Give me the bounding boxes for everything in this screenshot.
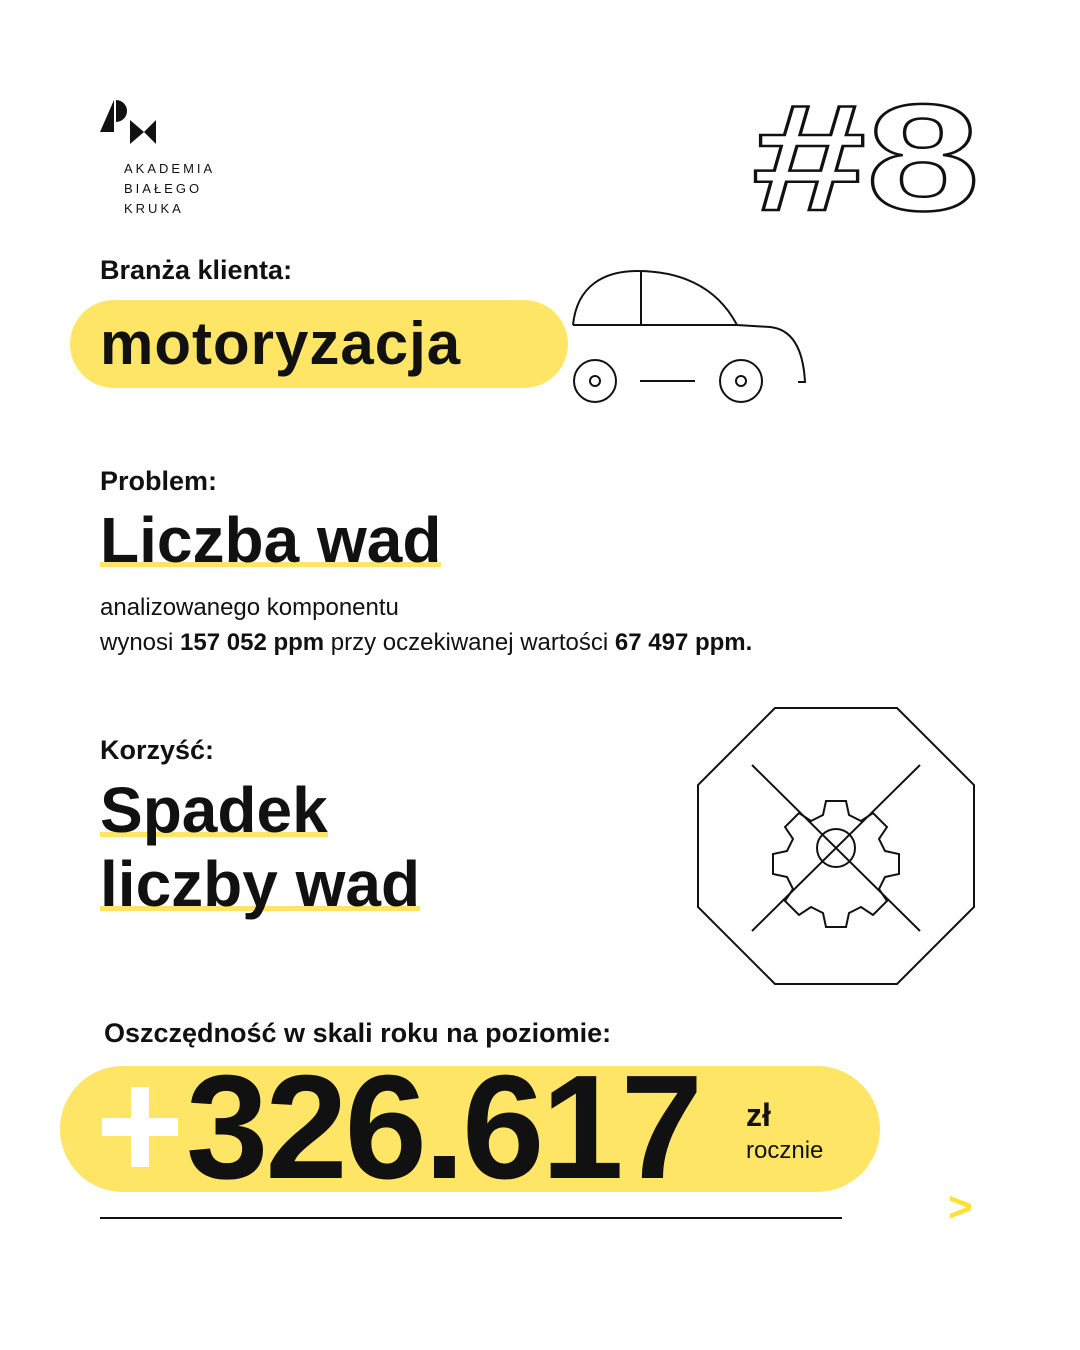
problem-desc-prefix: wynosi bbox=[100, 629, 181, 656]
benefit-headline-line-1: Spadek bbox=[100, 774, 328, 846]
problem-label: Problem: bbox=[100, 466, 218, 496]
savings-period: rocznie bbox=[746, 1137, 824, 1164]
problem-desc-line-1: analizowanego komponentu bbox=[100, 594, 399, 621]
car-icon bbox=[565, 265, 810, 410]
savings-currency: zł bbox=[746, 1097, 771, 1133]
benefit-label: Korzyść: bbox=[100, 735, 215, 765]
savings-amount: 326.617 bbox=[186, 1045, 700, 1210]
problem-current-value: 157 052 ppm bbox=[180, 629, 325, 656]
industry-value: motoryzacja bbox=[100, 310, 462, 377]
number-badge bbox=[752, 92, 982, 222]
bottom-divider bbox=[100, 1217, 842, 1219]
problem-expected-value: 67 497 ppm. bbox=[614, 629, 753, 656]
problem-headline: Liczba wad bbox=[100, 504, 442, 576]
industry-label: Branża klienta: bbox=[100, 255, 293, 285]
logo-wordmark bbox=[124, 159, 215, 219]
problem-description bbox=[100, 590, 752, 660]
next-arrow-icon[interactable]: > bbox=[948, 1183, 973, 1230]
number-badge-text: #8 bbox=[752, 92, 980, 222]
logo-line-1: AKADEMIA bbox=[124, 161, 216, 176]
logo-mark-icon bbox=[100, 100, 160, 150]
problem-desc-middle: przy oczekiwanej wartości bbox=[324, 629, 615, 656]
savings-label: Oszczędność w skali roku na poziomie: bbox=[104, 1018, 612, 1048]
benefit-headline-line-2: liczby wad bbox=[100, 848, 421, 920]
logo-line-3: KRUKA bbox=[124, 201, 184, 216]
problem-desc-line-2 bbox=[100, 625, 752, 660]
plus-icon bbox=[102, 1087, 178, 1167]
stop-gear-icon bbox=[695, 705, 977, 987]
logo-line-2: BIAŁEGO bbox=[124, 181, 203, 196]
